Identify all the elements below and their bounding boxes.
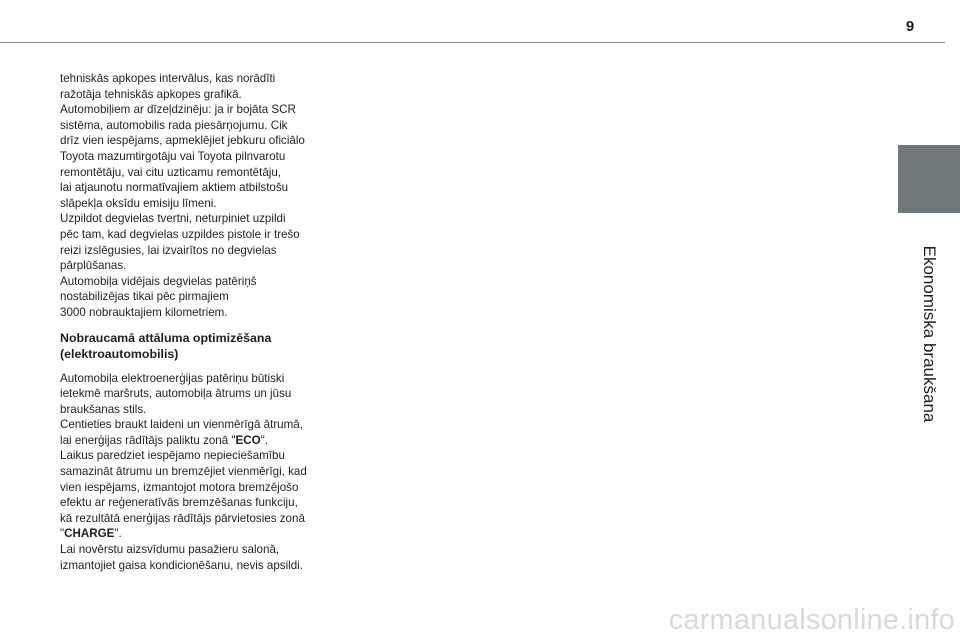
body-text	[60, 71, 325, 573]
chapter-tab-marker	[898, 145, 960, 213]
text-line: Centieties braukt laideni un vienmērīgā ātrumā,	[60, 418, 303, 432]
text-line: Automobiļa vidējais degvielas patēriņš	[60, 274, 257, 288]
watermark: carmanualsonline.info	[668, 604, 955, 636]
text-line: pēc tam, kad degvielas uzpildes pistole ir trešo	[60, 227, 300, 241]
eco-suffix: ".	[260, 433, 269, 447]
text-line: braukšanas stils.	[60, 402, 147, 416]
text-line: Uzpildot degvielas tvertni, neturpiniet uzpildi	[60, 212, 286, 226]
section-paragraphs	[60, 371, 325, 574]
eco-keyword: ECO	[235, 433, 261, 447]
section-heading-line: (elektroautomobilis)	[60, 346, 179, 361]
text-line: lai atjaunotu normatīvajiem aktiem atbilstošu	[60, 181, 289, 195]
text-line: remontētāju, vai citu uzticamu remontētāju,	[60, 165, 282, 179]
text-line: vien iespējams, izmantojot motora bremzējošo	[60, 480, 299, 494]
text-line: sistēma, automobilis rada piesārņojumu. Cik	[60, 118, 288, 132]
eco-prefix: lai enerģijas rādītājs paliktu zonā "	[60, 433, 236, 447]
text-line: reizi izslēgusies, lai izvairītos no degvielas	[60, 243, 277, 257]
chapter-title-text: Ekonomiska braukšana	[920, 245, 939, 423]
text-line: tehniskās apkopes intervālus, kas norādīti	[60, 72, 276, 85]
charge-prefix: "	[60, 527, 65, 541]
text-line: Toyota mazumtirgotāju vai Toyota pilnvarotu	[60, 149, 286, 163]
section-heading	[60, 330, 325, 362]
text-line: izmantojiet gaisa kondicionēšanu, nevis apsildi.	[60, 558, 303, 572]
section-heading-line: Nobraucamā attāluma optimizēšana	[60, 330, 272, 345]
text-line: drīz vien iespējams, apmeklējiet jebkuru oficiālo	[60, 134, 305, 148]
text-line: efektu ar reģeneratīvās bremzēšanas funkciju,	[60, 496, 298, 510]
text-line: Laikus paredziet iespējamo nepieciešamību	[60, 449, 285, 463]
text-line: ražotāja tehniskās apkopes grafikā.	[60, 87, 242, 101]
text-line: 3000 nobrauktajiem kilometriem.	[60, 305, 228, 319]
text-line: pārplūšanas.	[60, 259, 127, 273]
text-line: samazināt ātrumu un bremzējiet vienmērīgi, kad	[60, 465, 307, 479]
text-line: nostabilizējas tikai pēc pirmajiem	[60, 290, 229, 304]
text-line: ietekmē maršruts, automobiļa ātrums un jūsu	[60, 387, 292, 401]
text-line: Automobiļa elektroenerģijas patēriņu būtiski	[60, 371, 285, 385]
text-line: slāpekļa oksīdu emisiju līmeni.	[60, 196, 217, 210]
charge-line	[60, 526, 325, 542]
header-divider	[0, 42, 945, 43]
charge-keyword: CHARGE	[64, 527, 115, 541]
eco-line	[60, 433, 325, 449]
page-number: 9	[905, 18, 915, 35]
intro-paragraphs	[60, 71, 325, 321]
text-line: Automobiļiem ar dīzeļdzinēju: ja ir bojāta SCR	[60, 103, 296, 117]
text-line: Lai novērstu aizsvīdumu pasažieru salonā,	[60, 543, 280, 557]
charge-suffix: ".	[114, 527, 122, 541]
text-line: kā rezultātā enerģijas rādītājs pārvietosies zonā	[60, 511, 305, 525]
